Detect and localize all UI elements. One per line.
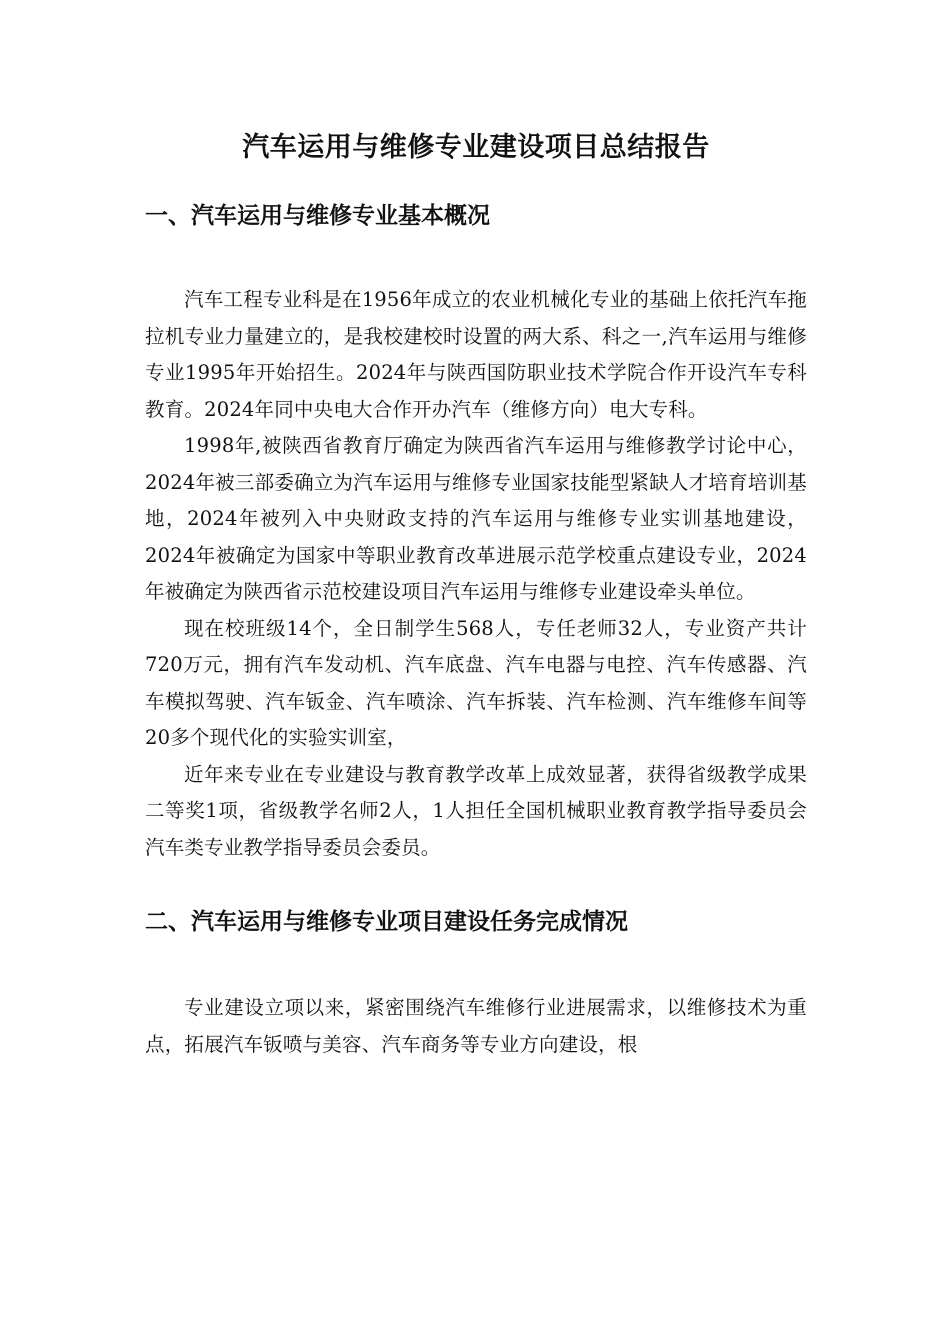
section-1-paragraph-1: 汽车工程专业科是在1956年成立的农业机械化专业的基础上依托汽车拖拉机专业力量建立的，是我校建校时设置的两大系、科之一,汽车运用与维修专业1995年开始招生。2024年与陕西国防职业技术学院合作开设汽车专科教育。2024年同中央电大合作开办汽车（维修方向）电大专科。 [145, 288, 807, 421]
document-body [145, 128, 807, 1063]
section-2-paragraph-1: 专业建设立项以来，紧密围绕汽车维修行业进展需求，以维修技术为重点，拓展汽车钣喷与美容、汽车商务等专业方向建设，根 [145, 996, 807, 1056]
section-1-paragraph-4: 近年来专业在专业建设与教育教学改革上成效显著，获得省级教学成果二等奖1项，省级教学名师2人，1人担任全国机械职业教育教学指导委员会汽车类专业教学指导委员会委员。 [145, 762, 807, 859]
section-1-paragraph-2: 1998年,被陕西省教育厅确定为陕西省汽车运用与维修教学讨论中心，2024年被三部委确立为汽车运用与维修专业国家技能型紧缺人才培育培训基地，2024年被列入中央财政支持的汽车运用与维修专业实训基地建设，2024年被确定为国家中等职业教育改革进展示范学校重点建设专业，2024年被确定为陕西省示范校建设项目汽车运用与维修专业建设牵头单位。 [145, 434, 807, 603]
section-1-paragraph-3: 现在校班级14个，全日制学生568人，专任老师32人，专业资产共计720万元，拥有汽车发动机、汽车底盘、汽车电器与电控、汽车传感器、汽车模拟驾驶、汽车钣金、汽车喷涂、汽车拆装、汽车检测、汽车维修车间等20多个现代化的实验实训室， [145, 616, 807, 749]
spacer [145, 940, 807, 990]
section-heading-2: 二、汽车运用与维修专业项目建设任务完成情况 [145, 909, 628, 935]
section-heading-1: 一、汽车运用与维修专业基本概况 [145, 203, 490, 229]
spacer [145, 234, 807, 282]
document-title: 汽车运用与维修专业建设项目总结报告 [242, 132, 710, 163]
